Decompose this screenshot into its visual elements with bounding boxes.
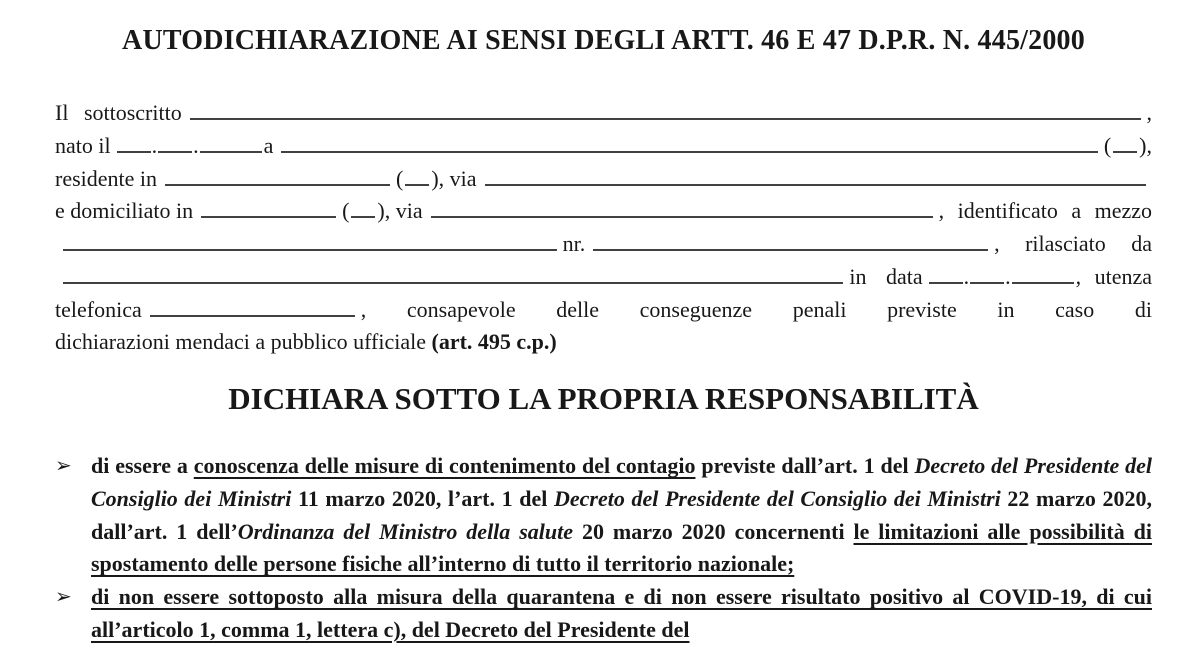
declaration-item-contagio	[55, 450, 1152, 581]
birth-year-blank	[200, 129, 262, 153]
consapevole-text: , consapevole delle conseguenze penali previste in caso di	[360, 296, 1152, 322]
domicile-city-blank	[201, 194, 336, 218]
form-line-documento	[55, 227, 1152, 260]
form-line-domiciliato	[55, 194, 1152, 227]
form-line-residente	[55, 162, 1152, 195]
text-segment: di essere a	[91, 453, 194, 479]
a-label: a	[263, 132, 274, 158]
nr-label: nr.	[562, 231, 586, 257]
residence-street-blank	[485, 162, 1146, 186]
declaration-item-text	[91, 581, 1152, 646]
domiciliato-label: e domiciliato in	[55, 198, 194, 224]
birth-month-blank	[158, 129, 192, 153]
paren-open: (	[342, 198, 350, 224]
rilasciato-label: , rilasciato da	[994, 231, 1152, 257]
text-segment: 11 marzo 2020, l’art. 1 del	[291, 486, 554, 512]
declaration-list	[55, 450, 1152, 646]
domicile-street-blank	[431, 194, 933, 218]
form-line-telefonica	[55, 293, 1152, 326]
text-segment: 20 marzo 2020 concernenti	[573, 518, 854, 544]
text-segment: 22 marzo 2020, dall’art. 1 dell’	[91, 486, 1152, 544]
name-blank-line	[190, 96, 1141, 120]
italic-law-name: Decreto del Presidente del Consiglio dei Ministri	[554, 486, 1001, 512]
declarant-details-section	[55, 96, 1152, 358]
identificato-label: , identificato a mezzo	[938, 198, 1152, 224]
declaration-heading: DICHIARA SOTTO LA PROPRIA RESPONSABILITÀ	[228, 381, 979, 417]
residence-city-blank	[165, 162, 390, 186]
comma: ,	[1146, 100, 1152, 125]
telefonica-label: telefonica	[55, 296, 142, 322]
date-dot: .	[1005, 263, 1011, 289]
form-line-sottoscritto	[55, 96, 1152, 129]
utenza-label: , utenza	[1075, 263, 1152, 289]
domicile-province-blank	[351, 194, 375, 218]
date-dot: .	[963, 263, 970, 289]
form-line-rilascio	[55, 260, 1152, 293]
sottoscritto-label: Il sottoscritto	[55, 100, 182, 125]
form-line-mendaci	[55, 326, 1152, 359]
id-number-blank	[593, 227, 988, 251]
declaration-item-quarantena	[55, 581, 1152, 646]
issue-year-blank	[1012, 260, 1074, 284]
residence-province-blank	[405, 162, 429, 186]
underlined-segment: conoscenza delle misure di contenimento del contagio	[193, 453, 696, 479]
date-dot: .	[193, 132, 199, 158]
art-495-reference: (art. 495 c.p.)	[431, 328, 557, 354]
date-dot: .	[151, 132, 158, 158]
via-label: ), via	[377, 198, 423, 224]
paren-close: ),	[1139, 132, 1152, 158]
underlined-segment: di non essere sottoposto alla misura della quarantena e di non essere risultato positivo al COVID-19, di cui all’articolo 1, comma 1, lettera c), del Decreto del Presidente del	[91, 584, 1152, 642]
birth-place-blank	[281, 129, 1097, 153]
phone-blank	[150, 293, 355, 317]
declaration-item-text	[91, 450, 1152, 581]
id-document-blank	[63, 227, 557, 251]
birth-province-blank	[1113, 129, 1137, 153]
issuer-blank	[63, 260, 843, 284]
form-line-nato	[55, 129, 1152, 162]
paren-open: (	[396, 165, 404, 191]
in-data-label: in data	[849, 263, 923, 289]
text-segment: previste dall’art. 1 del	[695, 453, 915, 479]
bullet-arrow-icon: ➢	[55, 455, 72, 478]
italic-law-name: Decreto del Presidente del Consiglio dei Ministri	[91, 453, 1153, 512]
underlined-segment: le limitazioni alle possibilità di spostamento delle persone fisiche all’interno di tutto il territorio nazionale;	[91, 518, 1152, 577]
document-title: AUTODICHIARAZIONE AI SENSI DEGLI ARTT. 46 E 47 D.P.R. N. 445/2000	[122, 25, 1085, 56]
nato-il-label: nato il	[55, 132, 111, 158]
mendaci-text: dichiarazioni mendaci a pubblico ufficiale	[55, 328, 432, 354]
italic-law-name: Ordinanza del Ministro della salute	[237, 518, 574, 544]
issue-month-blank	[970, 260, 1004, 284]
bullet-arrow-icon: ➢	[55, 586, 72, 609]
residente-label: residente in	[55, 165, 158, 191]
birth-day-blank	[117, 129, 151, 153]
issue-day-blank	[929, 260, 963, 284]
paren-open: (	[1103, 132, 1112, 158]
via-label: ), via	[431, 165, 477, 191]
